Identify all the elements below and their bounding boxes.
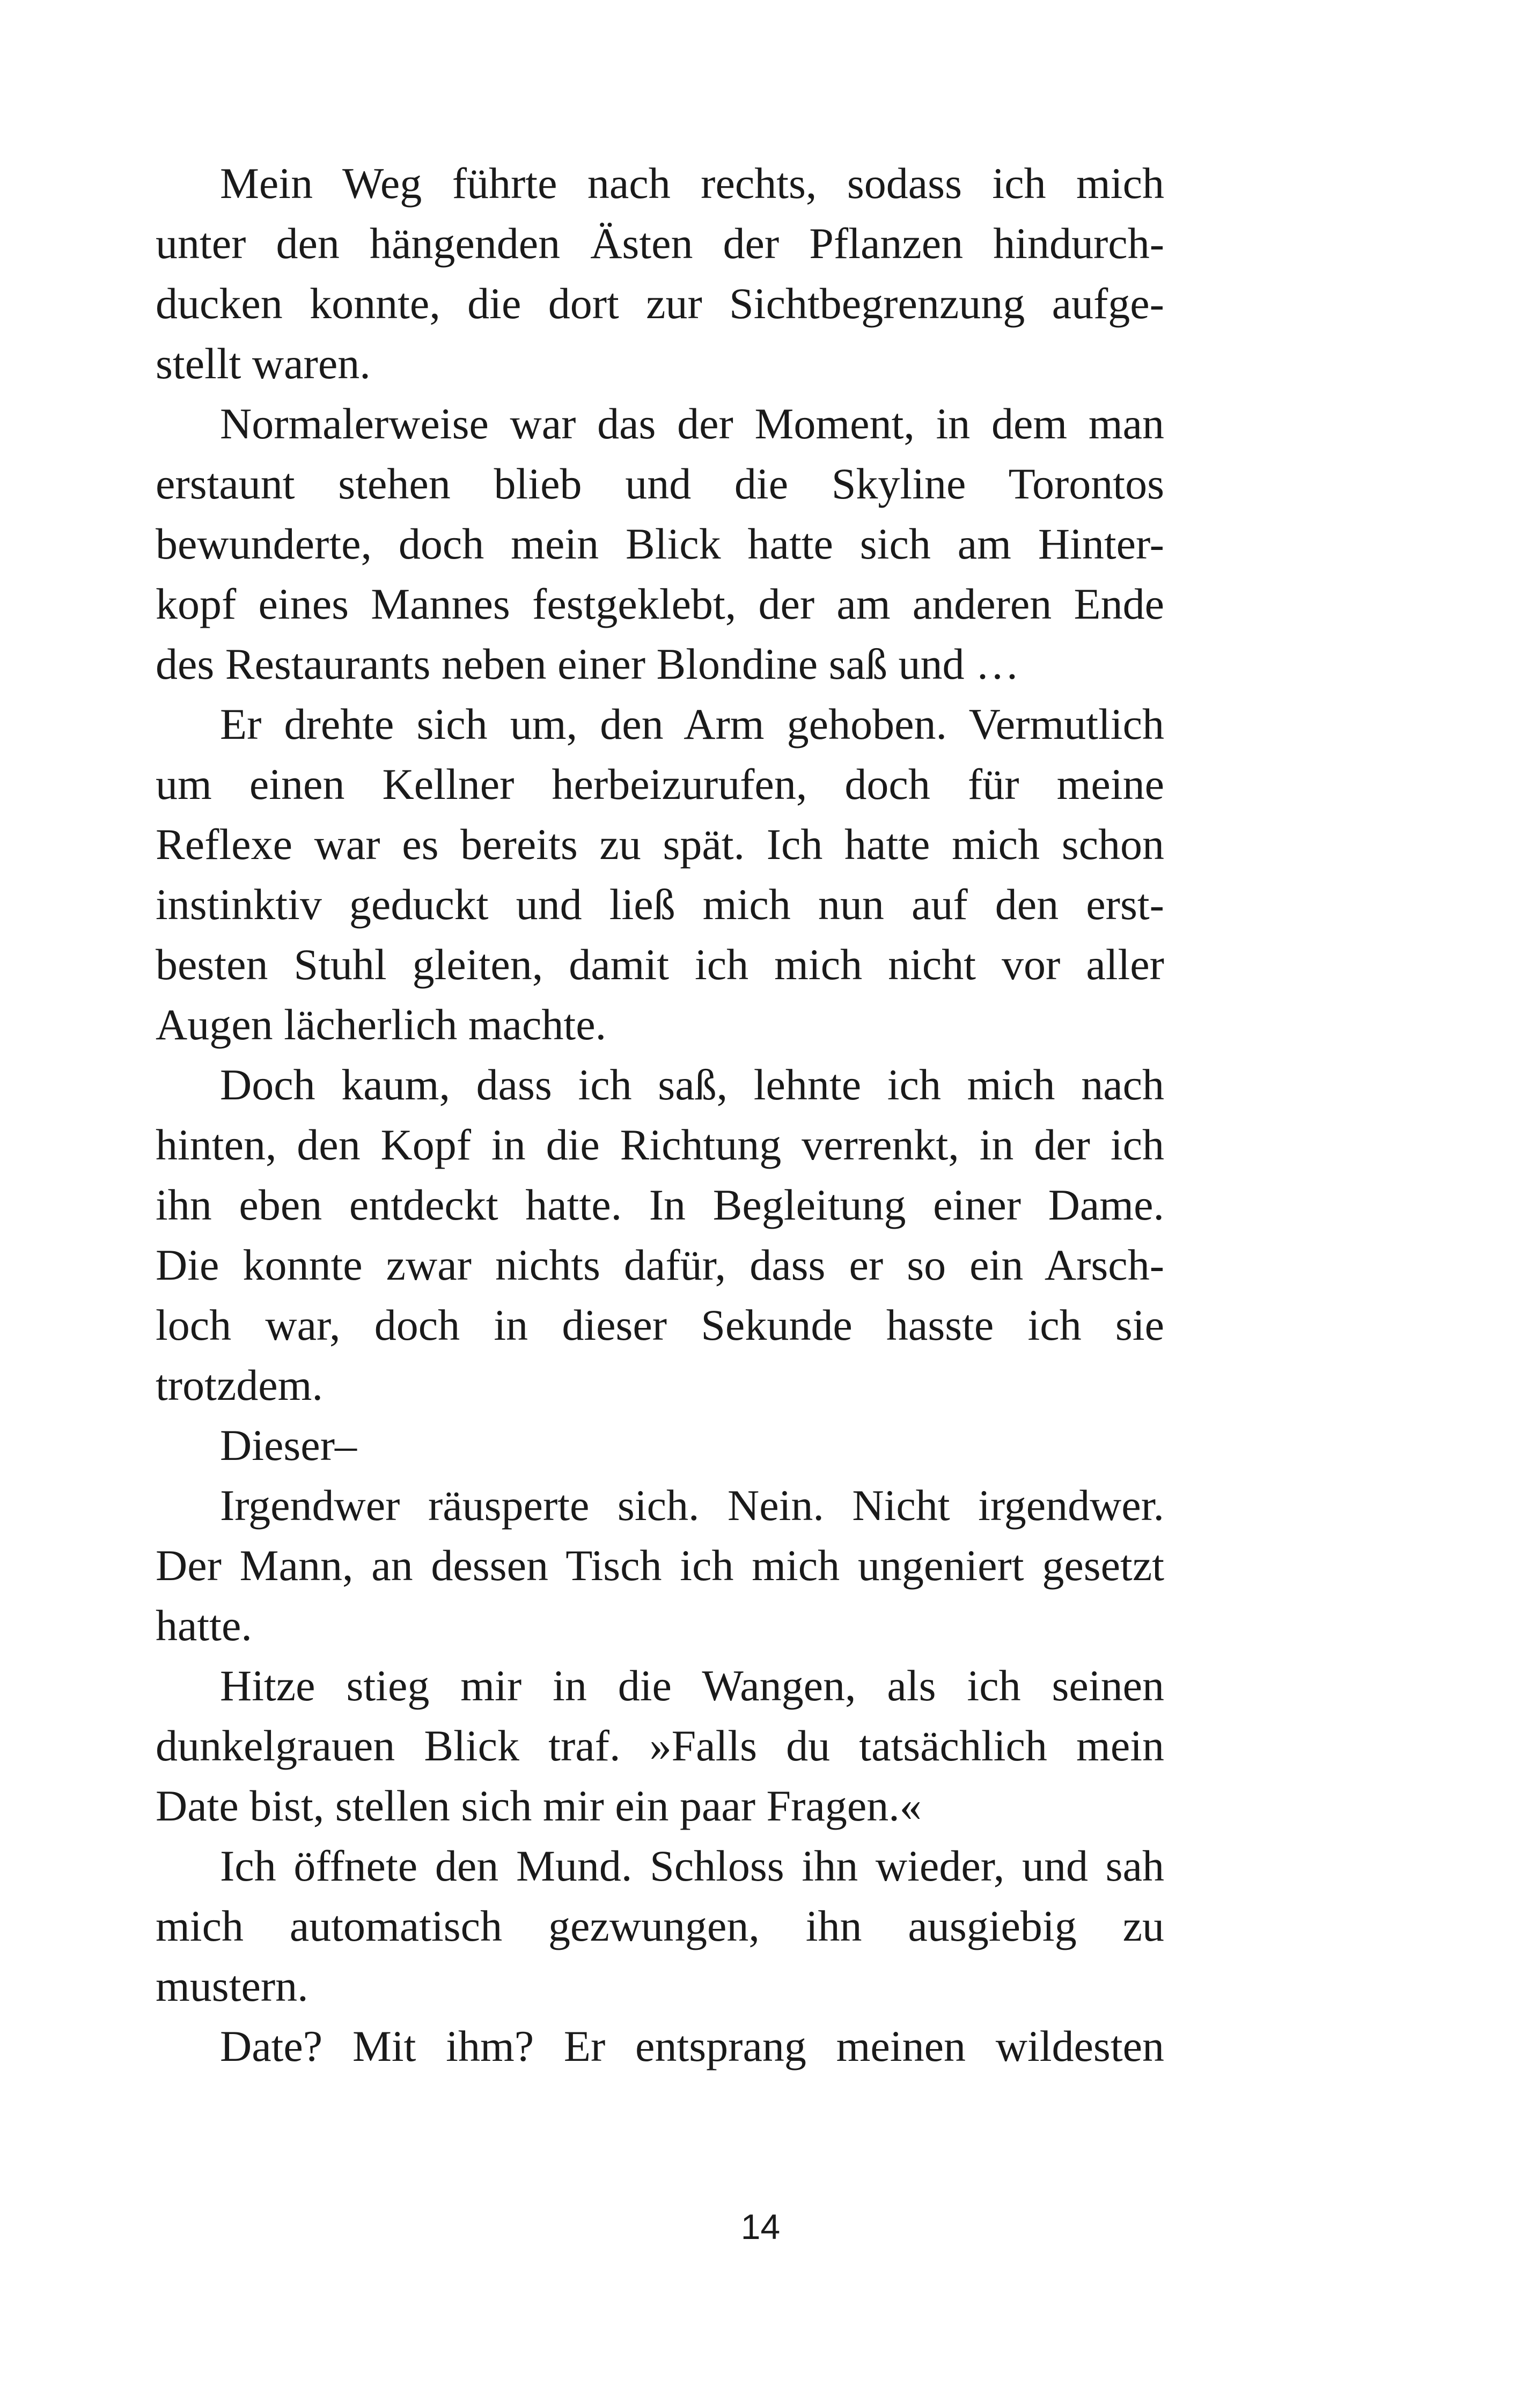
text-line: ducken konnte, die dort zur Sichtbegrenzung aufge- bbox=[156, 279, 1164, 328]
text-line: Dieser– bbox=[220, 1421, 357, 1470]
text-line: hinten, den Kopf in die Richtung verrenkt, in der ich bbox=[156, 1120, 1164, 1169]
text-line: Er drehte sich um, den Arm gehoben. Vermutlich bbox=[220, 700, 1164, 748]
text-line: Mein Weg führte nach rechts, sodass ich mich bbox=[220, 159, 1164, 208]
text-line: Normalerweise war das der Moment, in dem man bbox=[220, 399, 1164, 448]
text-line: Augen lächerlich machte. bbox=[156, 1000, 607, 1049]
page-number: 14 bbox=[740, 2207, 781, 2247]
text-line: Die konnte zwar nichts dafür, dass er so ein Arsch- bbox=[156, 1240, 1164, 1289]
text-line: des Restaurants neben einer Blondine saß und … bbox=[156, 640, 1020, 688]
text-line: instinktiv geduckt und ließ mich nun auf den erst- bbox=[156, 880, 1164, 929]
text-line: mich automatisch gezwungen, ihn ausgiebig zu bbox=[156, 1902, 1164, 1950]
text-line: kopf eines Mannes festgeklebt, der am anderen Ende bbox=[156, 579, 1164, 628]
text-line: Reflexe war es bereits zu spät. Ich hatte mich schon bbox=[156, 820, 1164, 869]
text-line: Ich öffnete den Mund. Schloss ihn wieder, und sah bbox=[220, 1841, 1164, 1890]
text-line: Hitze stieg mir in die Wangen, als ich seinen bbox=[220, 1661, 1164, 1710]
text-line: um einen Kellner herbeizurufen, doch für meine bbox=[156, 760, 1164, 809]
body-text bbox=[156, 153, 1164, 2076]
text-line: Der Mann, an dessen Tisch ich mich ungeniert gesetzt bbox=[156, 1541, 1164, 1590]
text-line: besten Stuhl gleiten, damit ich mich nicht vor aller bbox=[156, 940, 1164, 989]
text-line: stellt waren. bbox=[156, 339, 371, 388]
text-line: bewunderte, doch mein Blick hatte sich am Hinter- bbox=[156, 519, 1164, 568]
text-line: erstaunt stehen blieb und die Skyline Torontos bbox=[156, 459, 1164, 508]
text-line: Doch kaum, dass ich saß, lehnte ich mich nach bbox=[220, 1060, 1164, 1109]
text-line: loch war, doch in dieser Sekunde hasste ich sie bbox=[156, 1301, 1164, 1349]
text-line: dunkelgrauen Blick traf. »Falls du tatsächlich mein bbox=[156, 1721, 1164, 1770]
text-line: Date bist, stellen sich mir ein paar Fragen.« bbox=[156, 1781, 922, 1830]
text-line: hatte. bbox=[156, 1601, 252, 1650]
text-line: Date? Mit ihm? Er entsprang meinen wildesten bbox=[220, 2022, 1164, 2071]
text-line: trotzdem. bbox=[156, 1361, 323, 1409]
text-line: Irgendwer räusperte sich. Nein. Nicht irgendwer. bbox=[220, 1481, 1164, 1530]
text-line: unter den hängenden Ästen der Pflanzen hindurch- bbox=[156, 219, 1164, 268]
text-line: mustern. bbox=[156, 1962, 308, 2010]
text-line: ihn eben entdeckt hatte. In Begleitung einer Dame. bbox=[156, 1180, 1164, 1229]
